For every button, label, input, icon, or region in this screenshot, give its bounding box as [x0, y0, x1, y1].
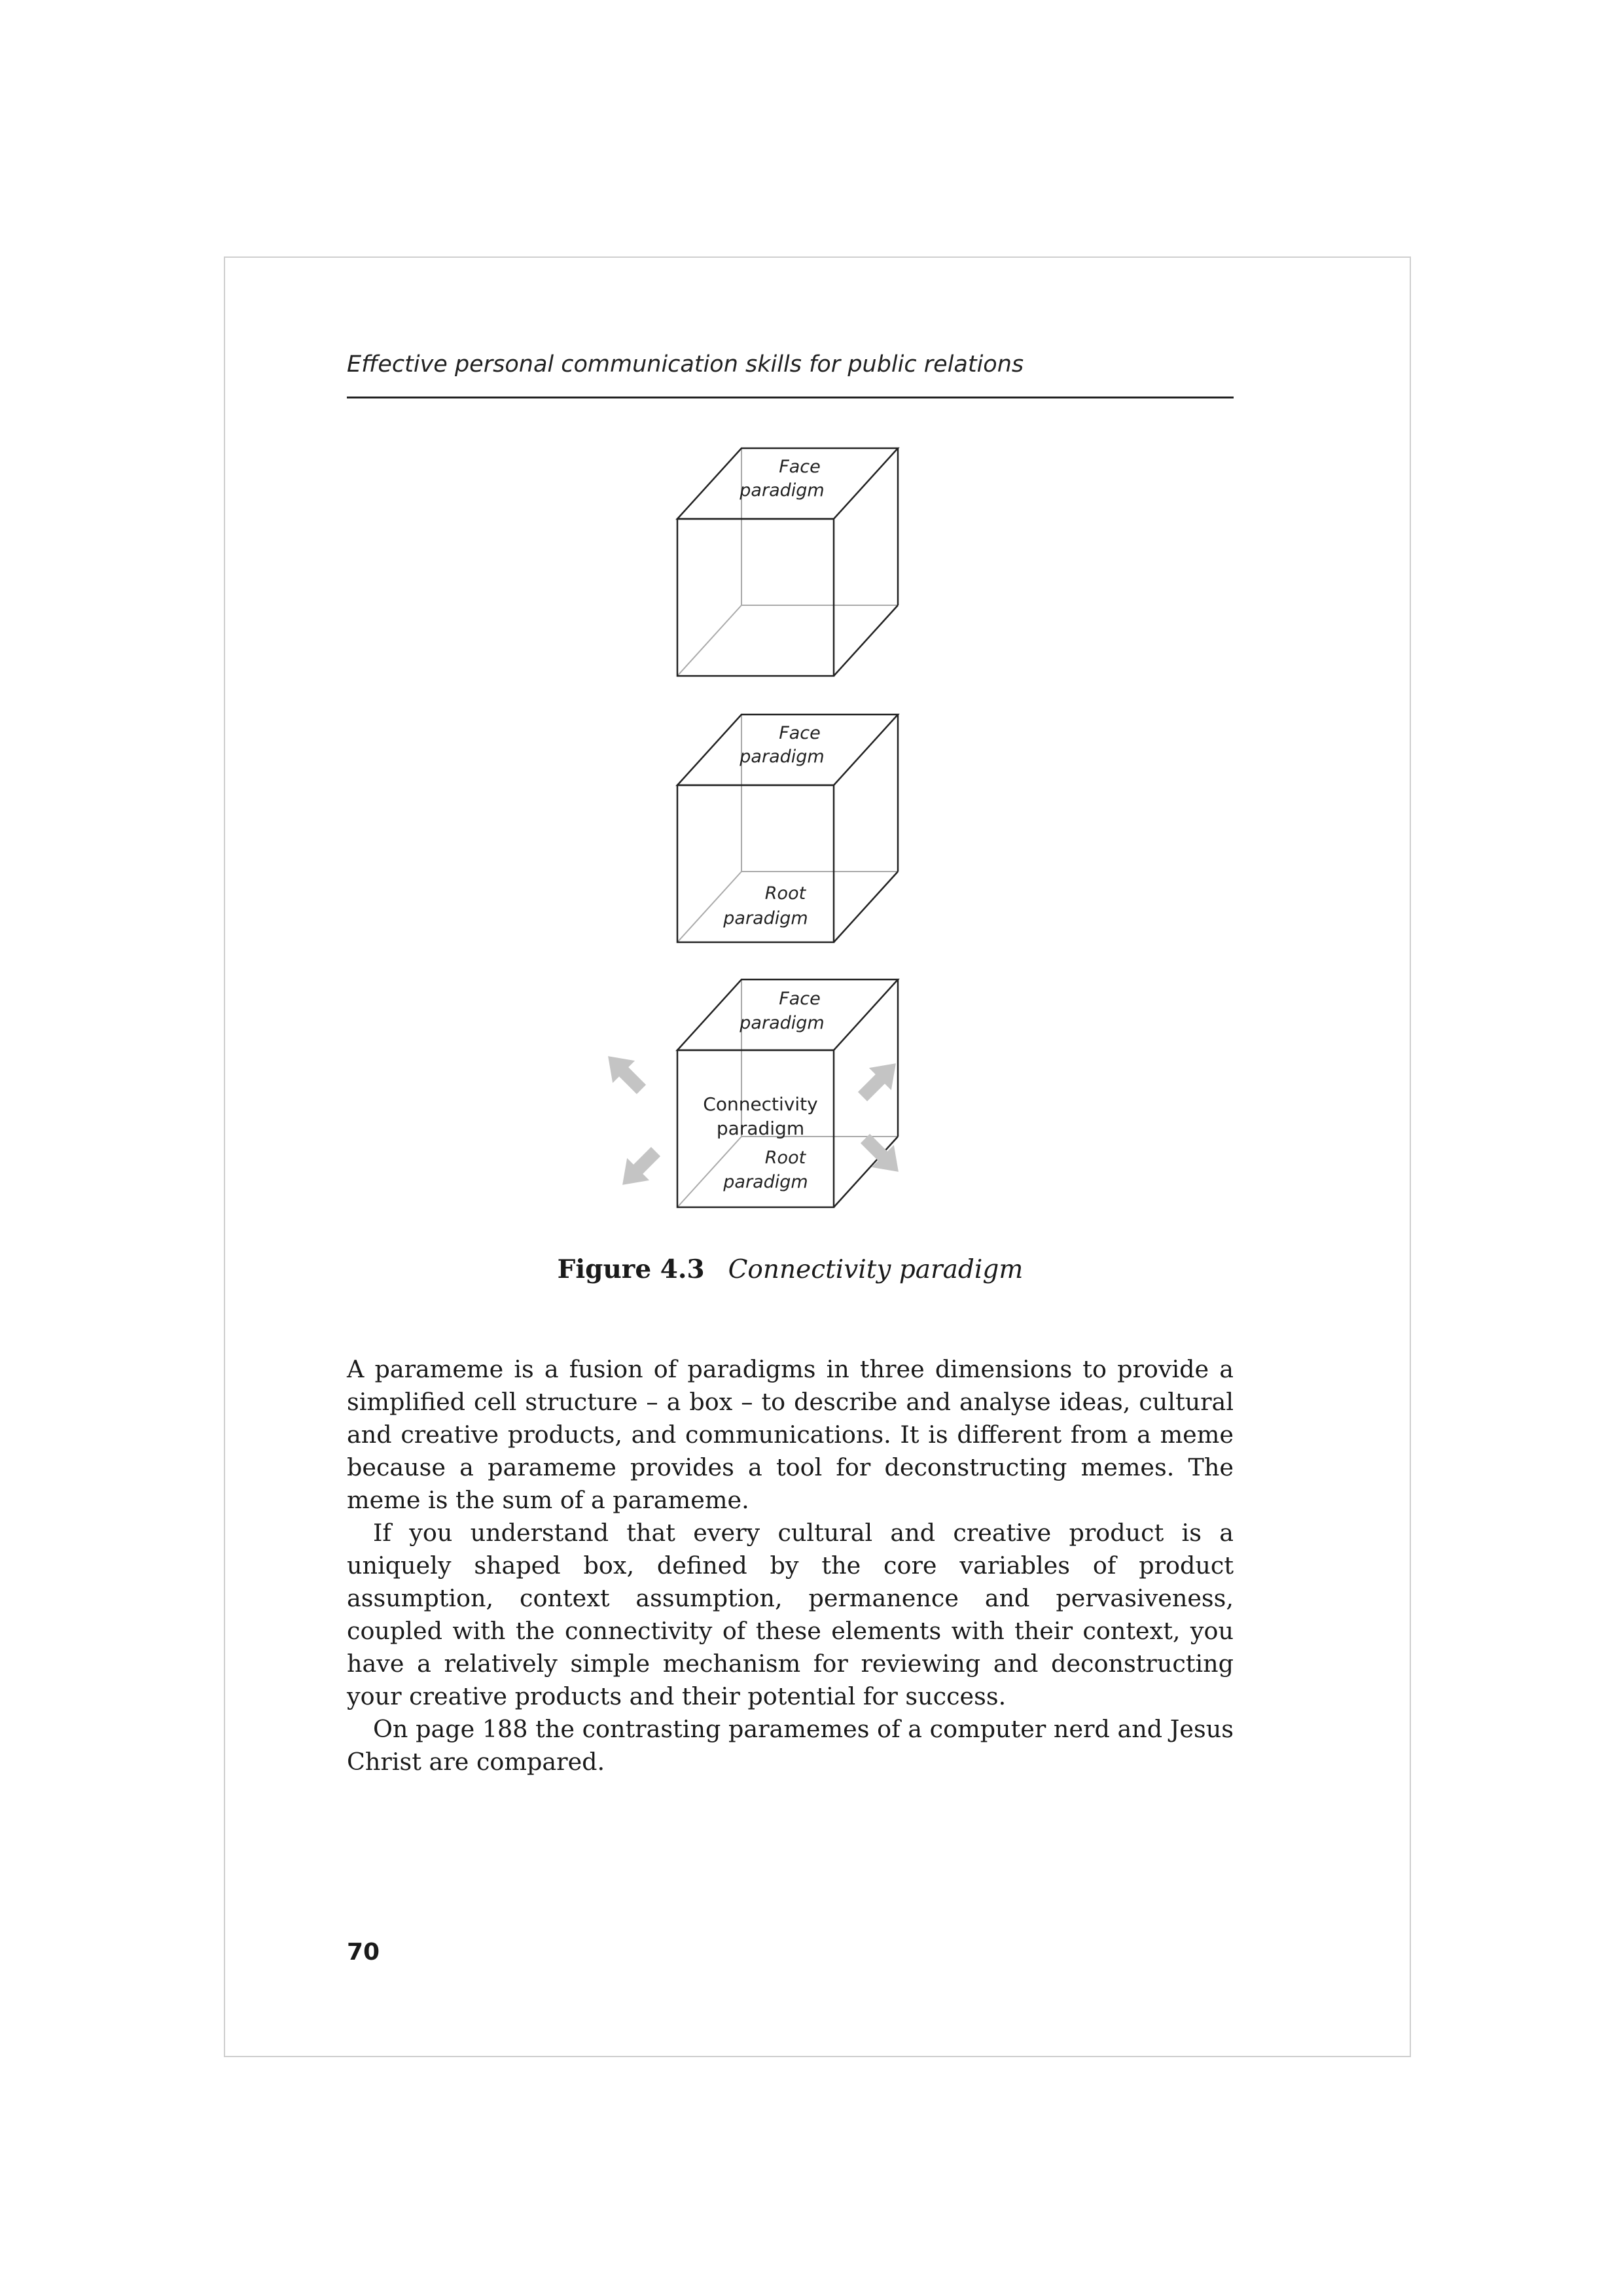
arrow-upper-left-icon	[597, 1045, 652, 1101]
cube3-center-label-line1: Connectivity	[703, 1093, 818, 1115]
cube1-top-label-line1: Face	[779, 457, 821, 477]
cube2-bottom-label-line2: paradigm	[723, 908, 808, 928]
cube2-top-label-line1: Face	[779, 723, 821, 743]
cube3-center-label-line2: paradigm	[716, 1118, 805, 1139]
cube-connectivity-paradigm	[597, 980, 910, 1207]
cube3-top-label-line1: Face	[779, 989, 821, 1009]
figure-caption	[347, 1254, 1234, 1284]
cube3-bottom-label-line2: paradigm	[723, 1172, 808, 1192]
figure-caption-number: Figure 4.3	[557, 1254, 705, 1284]
cube2-top-label-line2: paradigm	[740, 747, 825, 767]
cube3-bottom-label-line1: Root	[764, 1148, 806, 1168]
cube-face-root-paradigm	[677, 715, 898, 942]
running-header: Effective personal communication skills for public relations	[347, 351, 1024, 378]
arrow-lower-left-icon	[611, 1140, 667, 1196]
page-number: 70	[347, 1939, 380, 1966]
cube-face-paradigm	[677, 448, 898, 676]
figure-caption-title: Connectivity paradigm	[728, 1255, 1024, 1284]
body-text	[347, 1353, 1234, 1778]
body-paragraph-1: A parameme is a fusion of paradigms in three dimensions to provide a simplified cell structure – a box – to describe and analyse ideas, cultural and creative products, and communications. It is different from a meme because a parameme provides a tool for deconstructing memes. The meme is the sum of a parameme.	[347, 1355, 1234, 1514]
cube2-bottom-label-line1: Root	[764, 883, 806, 904]
cube3-top-label-line2: paradigm	[740, 1013, 825, 1033]
body-paragraph-3: On page 188 the contrasting paramemes of a computer nerd and Jesus Christ are compared.	[347, 1715, 1234, 1776]
cube1-top-label-line2: paradigm	[740, 480, 825, 501]
body-paragraph-2: If you understand that every cultural and creative product is a uniquely shaped box, defined by the core variables of product assumption, context assumption, permanence and pervasiveness, coupled with the connectivity of these elements with their context, you have a relatively simple mechanism for reviewing and deconstructing your creative products and their potential for success.	[347, 1519, 1234, 1710]
